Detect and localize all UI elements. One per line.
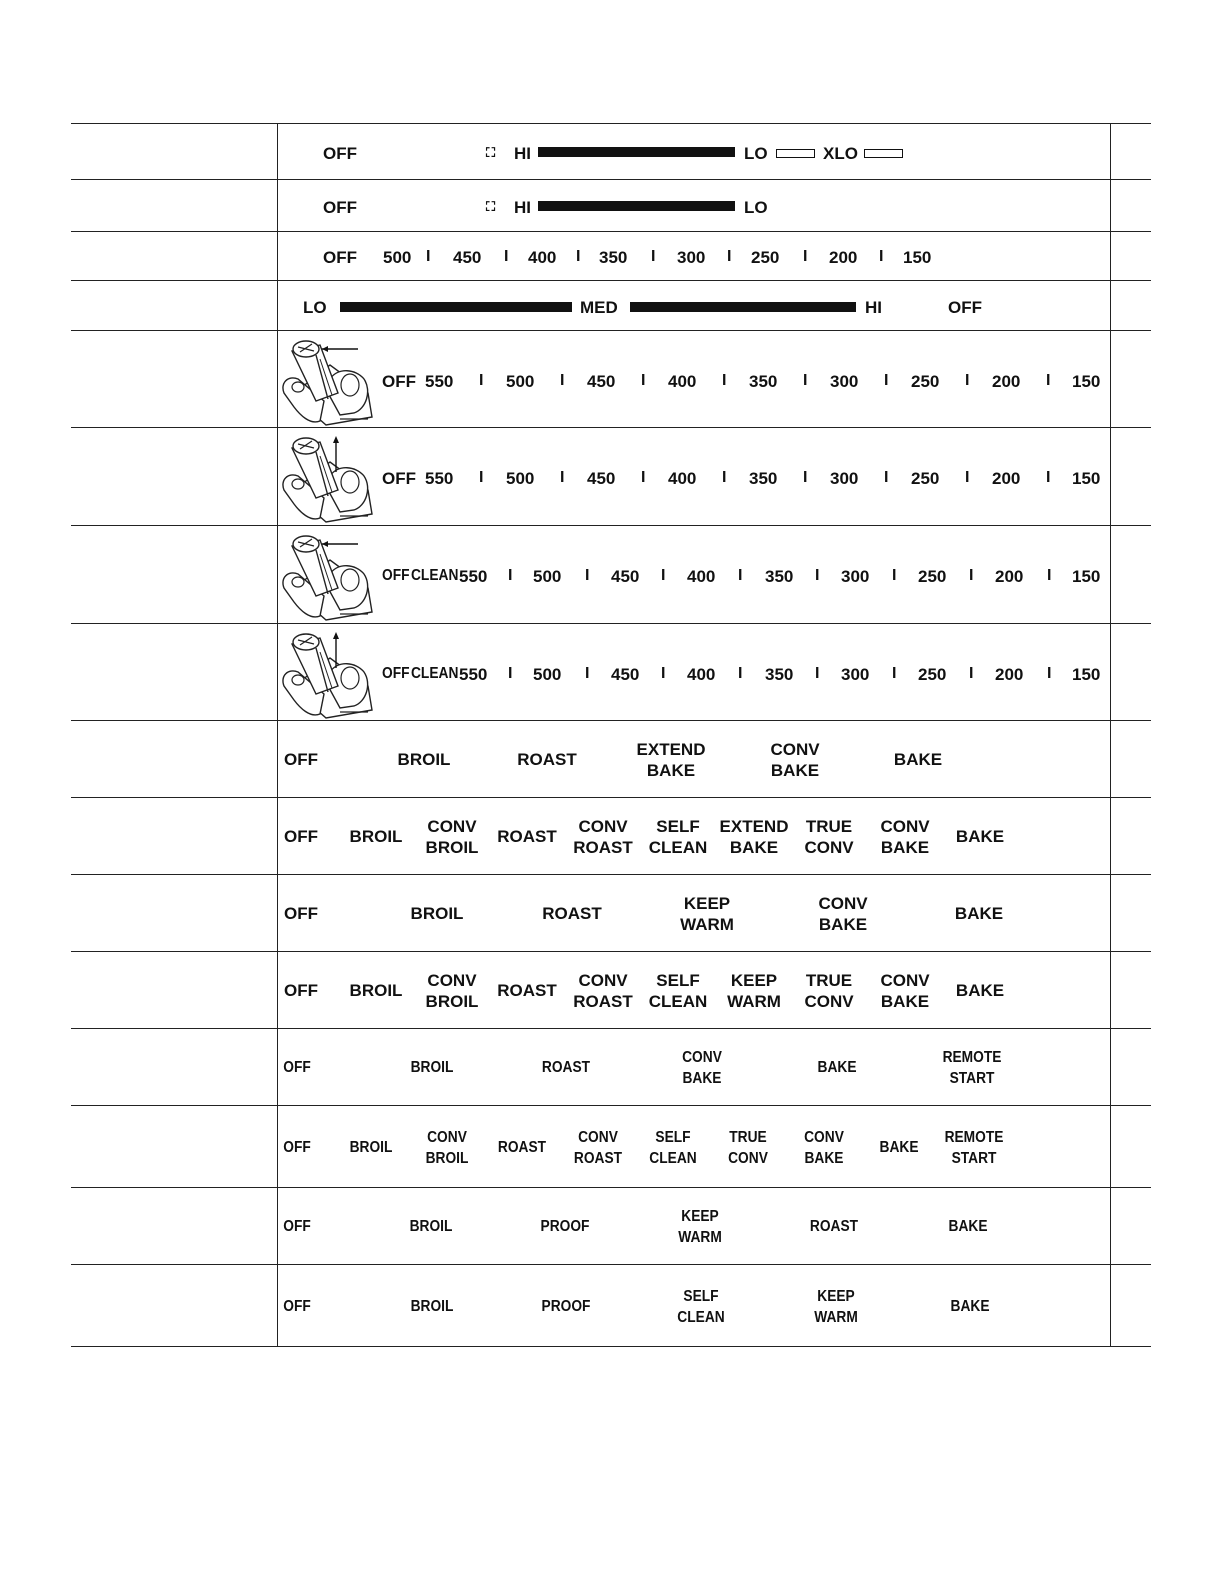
mode-bake: BAKE bbox=[950, 1298, 990, 1315]
temp-400: 400 bbox=[668, 469, 697, 488]
temp-400: 400 bbox=[687, 665, 716, 684]
tick-mark: I bbox=[560, 469, 565, 486]
tick-mark: I bbox=[879, 248, 884, 265]
temp-550: 550 bbox=[459, 567, 488, 586]
oven-knob-icon bbox=[280, 530, 376, 622]
tick-mark: I bbox=[560, 372, 565, 389]
mode-broil: BROIL bbox=[410, 1059, 454, 1076]
temp-450: 450 bbox=[611, 567, 640, 586]
label-off: OFF bbox=[948, 298, 982, 317]
mode-conv-bake: CONV BAKE bbox=[682, 1049, 722, 1087]
temp-200: 200 bbox=[992, 372, 1021, 391]
mode-off: OFF bbox=[283, 1298, 311, 1315]
mode-bake: BAKE bbox=[948, 1218, 988, 1235]
row-knob-clean-up bbox=[71, 623, 1151, 720]
row-knob-550-left bbox=[71, 330, 1151, 427]
temp-300: 300 bbox=[830, 469, 859, 488]
tick-mark: I bbox=[585, 665, 590, 682]
mode-broil: BROIL bbox=[349, 981, 403, 1000]
temp-450: 450 bbox=[453, 248, 482, 267]
mode-conv-broil: CONV BROIL bbox=[425, 1129, 469, 1167]
label-off: OFF bbox=[382, 567, 410, 584]
tick-mark: I bbox=[965, 469, 970, 486]
mode-conv-bake: CONV BAKE bbox=[770, 740, 820, 780]
row-control-cell bbox=[277, 1265, 1111, 1346]
mode-keep-warm: KEEP WARM bbox=[680, 894, 734, 934]
label-clean: CLEAN bbox=[411, 567, 459, 584]
mode-broil: BROIL bbox=[397, 750, 451, 769]
row-control-cell bbox=[277, 124, 1111, 179]
row-control-cell bbox=[277, 875, 1111, 951]
mode-extend-bake: EXTEND BAKE bbox=[719, 817, 789, 857]
label-off: OFF bbox=[323, 144, 357, 163]
oven-knob-icon bbox=[280, 335, 376, 427]
mode-conv-bake: CONV BAKE bbox=[818, 894, 868, 934]
mode-broil: BROIL bbox=[410, 1298, 454, 1315]
tick-mark: I bbox=[426, 248, 431, 265]
tick-mark: I bbox=[884, 372, 889, 389]
row-mode-selector-f bbox=[71, 1105, 1151, 1187]
mode-remote-start: REMOTE START bbox=[942, 1049, 1002, 1087]
row-label-cell bbox=[71, 232, 277, 280]
tick-mark: I bbox=[803, 372, 808, 389]
row-lo-med-hi bbox=[71, 280, 1151, 330]
temp-250: 250 bbox=[751, 248, 780, 267]
row-mode-selector-c bbox=[71, 874, 1151, 951]
tick-mark: I bbox=[722, 469, 727, 486]
mode-roast: ROAST bbox=[809, 1218, 859, 1235]
mode-proof: PROOF bbox=[540, 1218, 590, 1235]
row-control-cell bbox=[277, 952, 1111, 1028]
mode-self-clean: SELF CLEAN bbox=[648, 971, 708, 1011]
mode-off: OFF bbox=[284, 750, 318, 769]
row-label-cell bbox=[71, 952, 277, 1028]
row-label-cell bbox=[71, 331, 277, 427]
temp-250: 250 bbox=[911, 372, 940, 391]
temp-400: 400 bbox=[528, 248, 557, 267]
mode-proof: PROOF bbox=[541, 1298, 591, 1315]
mode-off: OFF bbox=[284, 827, 318, 846]
temp-350: 350 bbox=[749, 372, 778, 391]
oven-knob-icon bbox=[280, 432, 376, 524]
row-label-cell bbox=[71, 875, 277, 951]
temp-150: 150 bbox=[1072, 469, 1101, 488]
temp-550: 550 bbox=[425, 372, 454, 391]
row-surface-hi-lo-xlo bbox=[71, 123, 1151, 179]
tick-mark: I bbox=[884, 469, 889, 486]
row-mode-selector-b bbox=[71, 797, 1151, 874]
row-knob-clean-left bbox=[71, 525, 1151, 623]
row-label-cell bbox=[71, 124, 277, 179]
temp-150: 150 bbox=[903, 248, 932, 267]
tick-mark: I bbox=[661, 567, 666, 584]
mode-conv-bake: CONV BAKE bbox=[880, 817, 930, 857]
mode-broil: BROIL bbox=[409, 1218, 453, 1235]
mode-true-conv: TRUE CONV bbox=[804, 971, 854, 1011]
tick-mark: I bbox=[479, 372, 484, 389]
temp-400: 400 bbox=[668, 372, 697, 391]
lo-med-range-bar bbox=[340, 302, 572, 312]
row-control-cell bbox=[277, 624, 1111, 720]
label-hi: HI bbox=[514, 144, 531, 163]
tick-mark: I bbox=[969, 665, 974, 682]
mode-self-clean: SELF CLEAN bbox=[677, 1288, 725, 1326]
mode-self-clean: SELF CLEAN bbox=[649, 1129, 697, 1167]
temp-350: 350 bbox=[599, 248, 628, 267]
temp-300: 300 bbox=[841, 567, 870, 586]
tick-mark: I bbox=[727, 248, 732, 265]
mode-bake: BAKE bbox=[955, 981, 1005, 1000]
row-control-cell bbox=[277, 428, 1111, 525]
row-control-cell bbox=[277, 798, 1111, 874]
mode-off: OFF bbox=[283, 1218, 311, 1235]
label-clean: CLEAN bbox=[411, 665, 459, 682]
temp-150: 150 bbox=[1072, 567, 1101, 586]
tick-mark: I bbox=[508, 567, 513, 584]
tick-mark: I bbox=[722, 372, 727, 389]
mode-self-clean: SELF CLEAN bbox=[648, 817, 708, 857]
mode-true-conv: TRUE CONV bbox=[728, 1129, 768, 1167]
hi-lo-range-bar bbox=[538, 201, 735, 211]
row-label-cell bbox=[71, 526, 277, 623]
power-boil-icon: ⛶ bbox=[486, 199, 496, 214]
temp-500: 500 bbox=[533, 567, 562, 586]
tick-mark: I bbox=[815, 665, 820, 682]
mode-roast: ROAST bbox=[541, 1059, 591, 1076]
tick-mark: I bbox=[738, 567, 743, 584]
tick-mark: I bbox=[641, 372, 646, 389]
tick-mark: I bbox=[738, 665, 743, 682]
label-hi: HI bbox=[865, 298, 882, 317]
label-off: OFF bbox=[323, 248, 357, 267]
mode-conv-roast: CONV ROAST bbox=[573, 1129, 623, 1167]
label-off: OFF bbox=[323, 198, 357, 217]
temp-450: 450 bbox=[611, 665, 640, 684]
med-hi-range-bar bbox=[630, 302, 856, 312]
temp-350: 350 bbox=[765, 567, 794, 586]
power-boil-icon: ⛶ bbox=[486, 145, 496, 160]
oven-control-table bbox=[71, 123, 1151, 1347]
row-mode-selector-e bbox=[71, 1028, 1151, 1105]
tick-mark: I bbox=[969, 567, 974, 584]
row-control-cell bbox=[277, 331, 1111, 427]
mode-roast: ROAST bbox=[542, 904, 602, 923]
mode-broil: BROIL bbox=[349, 1139, 393, 1156]
oven-knob-icon bbox=[280, 628, 376, 720]
tick-mark: I bbox=[576, 248, 581, 265]
row-control-cell bbox=[277, 180, 1111, 231]
row-label-cell bbox=[71, 721, 277, 797]
temp-500: 500 bbox=[506, 469, 535, 488]
mode-conv-roast: CONV ROAST bbox=[573, 971, 633, 1011]
label-off: OFF bbox=[382, 469, 416, 488]
mode-conv-roast: CONV ROAST bbox=[573, 817, 633, 857]
temp-500: 500 bbox=[383, 248, 412, 267]
mode-bake: BAKE bbox=[893, 750, 943, 769]
label-off: OFF bbox=[382, 372, 416, 391]
row-label-cell bbox=[71, 180, 277, 231]
mode-off: OFF bbox=[283, 1139, 311, 1156]
temp-550: 550 bbox=[425, 469, 454, 488]
row-mode-selector-a bbox=[71, 720, 1151, 797]
row-label-cell bbox=[71, 281, 277, 330]
tick-mark: I bbox=[1047, 665, 1052, 682]
row-label-cell bbox=[71, 624, 277, 720]
mode-conv-bake: CONV BAKE bbox=[880, 971, 930, 1011]
tick-mark: I bbox=[661, 665, 666, 682]
row-control-cell bbox=[277, 281, 1111, 330]
tick-mark: I bbox=[651, 248, 656, 265]
mode-roast: ROAST bbox=[517, 750, 577, 769]
tick-mark: I bbox=[815, 567, 820, 584]
mode-off: OFF bbox=[284, 981, 318, 1000]
mode-conv-broil: CONV BROIL bbox=[425, 971, 479, 1011]
label-lo: LO bbox=[744, 144, 768, 163]
tick-mark: I bbox=[1047, 567, 1052, 584]
label-off: OFF bbox=[382, 665, 410, 682]
temp-200: 200 bbox=[829, 248, 858, 267]
label-lo: LO bbox=[744, 198, 768, 217]
temp-500: 500 bbox=[506, 372, 535, 391]
mode-broil: BROIL bbox=[410, 904, 464, 923]
tick-mark: I bbox=[803, 469, 808, 486]
row-knob-550-up bbox=[71, 427, 1151, 525]
row-thermostat-500 bbox=[71, 231, 1151, 280]
mode-bake: BAKE bbox=[879, 1139, 919, 1156]
row-label-cell bbox=[71, 1029, 277, 1105]
mode-remote-start: REMOTE START bbox=[944, 1129, 1004, 1167]
label-lo: LO bbox=[303, 298, 327, 317]
temp-300: 300 bbox=[830, 372, 859, 391]
temp-300: 300 bbox=[677, 248, 706, 267]
row-label-cell bbox=[71, 798, 277, 874]
row-control-cell bbox=[277, 721, 1111, 797]
tick-mark: I bbox=[508, 665, 513, 682]
tick-mark: I bbox=[1046, 469, 1051, 486]
label-hi: HI bbox=[514, 198, 531, 217]
mode-keep-warm: KEEP WARM bbox=[727, 971, 781, 1011]
mode-true-conv: TRUE CONV bbox=[804, 817, 854, 857]
row-label-cell bbox=[71, 1265, 277, 1346]
row-control-cell bbox=[277, 526, 1111, 623]
mode-roast: ROAST bbox=[497, 981, 557, 1000]
mode-extend-bake: EXTEND BAKE bbox=[636, 740, 706, 780]
row-mode-selector-g bbox=[71, 1187, 1151, 1264]
label-xlo: XLO bbox=[823, 144, 858, 163]
row-mode-selector-d bbox=[71, 951, 1151, 1028]
temp-350: 350 bbox=[749, 469, 778, 488]
tick-mark: I bbox=[965, 372, 970, 389]
mode-bake: BAKE bbox=[955, 827, 1005, 846]
mode-keep-warm: KEEP WARM bbox=[678, 1208, 722, 1246]
temp-450: 450 bbox=[587, 372, 616, 391]
tick-mark: I bbox=[892, 567, 897, 584]
mode-off: OFF bbox=[283, 1059, 311, 1076]
tick-mark: I bbox=[504, 248, 509, 265]
temp-250: 250 bbox=[911, 469, 940, 488]
mode-keep-warm: KEEP WARM bbox=[814, 1288, 858, 1326]
temp-400: 400 bbox=[687, 567, 716, 586]
mode-off: OFF bbox=[284, 904, 318, 923]
row-mode-selector-h bbox=[71, 1264, 1151, 1347]
mode-conv-bake: CONV BAKE bbox=[804, 1129, 844, 1167]
row-label-cell bbox=[71, 428, 277, 525]
mode-conv-broil: CONV BROIL bbox=[425, 817, 479, 857]
temp-250: 250 bbox=[918, 567, 947, 586]
temp-150: 150 bbox=[1072, 372, 1101, 391]
row-control-cell bbox=[277, 1106, 1111, 1187]
temp-150: 150 bbox=[1072, 665, 1101, 684]
mode-broil: BROIL bbox=[349, 827, 403, 846]
mode-bake: BAKE bbox=[817, 1059, 857, 1076]
temp-200: 200 bbox=[995, 567, 1024, 586]
mode-roast: ROAST bbox=[497, 1139, 547, 1156]
tick-mark: I bbox=[585, 567, 590, 584]
label-med: MED bbox=[580, 298, 618, 317]
temp-200: 200 bbox=[995, 665, 1024, 684]
tick-mark: I bbox=[1046, 372, 1051, 389]
row-surface-hi-lo bbox=[71, 179, 1151, 231]
row-control-cell bbox=[277, 232, 1111, 280]
temp-300: 300 bbox=[841, 665, 870, 684]
mode-bake: BAKE bbox=[954, 904, 1004, 923]
row-control-cell bbox=[277, 1029, 1111, 1105]
temp-450: 450 bbox=[587, 469, 616, 488]
hi-lo-range-bar bbox=[538, 147, 735, 157]
temp-250: 250 bbox=[918, 665, 947, 684]
tick-mark: I bbox=[479, 469, 484, 486]
mode-roast: ROAST bbox=[497, 827, 557, 846]
tick-mark: I bbox=[892, 665, 897, 682]
lo-range-bar bbox=[776, 149, 815, 158]
tick-mark: I bbox=[641, 469, 646, 486]
xlo-range-bar bbox=[864, 149, 903, 158]
temp-200: 200 bbox=[992, 469, 1021, 488]
temp-500: 500 bbox=[533, 665, 562, 684]
row-label-cell bbox=[71, 1106, 277, 1187]
tick-mark: I bbox=[803, 248, 808, 265]
temp-550: 550 bbox=[459, 665, 488, 684]
row-control-cell bbox=[277, 1188, 1111, 1264]
row-label-cell bbox=[71, 1188, 277, 1264]
temp-350: 350 bbox=[765, 665, 794, 684]
